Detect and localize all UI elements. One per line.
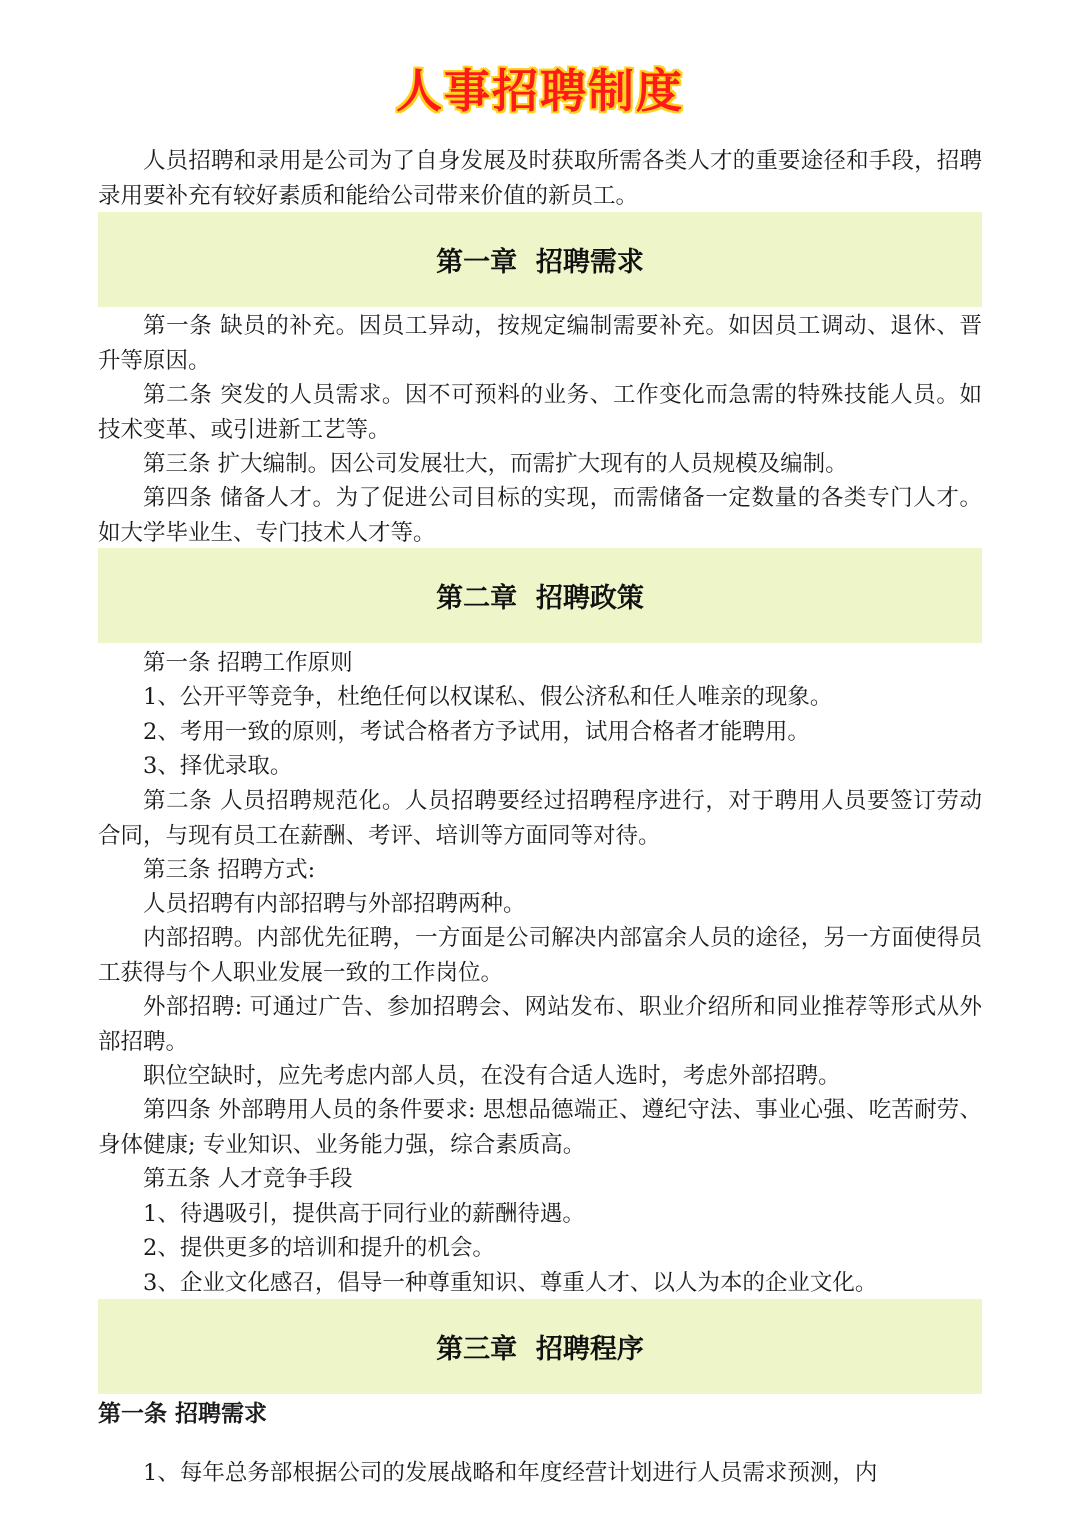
chapter-2-vacancy-rule: 职位空缺时，应先考虑内部人员，在没有合适人选时，考虑外部招聘。 [143,1063,841,1089]
chapter-2-article-3: 第三条 招聘方式: [143,857,316,883]
chapter-2-means-2: 2、提供更多的培训和提升的机会。 [143,1235,495,1261]
chapter-2-heading: 第二章 招聘政策 [98,548,982,643]
chapter-2-article-1: 第一条 招聘工作原则 [143,650,353,676]
chapter-1-article-1: 第一条 缺员的补充。因员工异动，按规定编制需要补充。如因员工调动、退休、晋升等原因。 [98,313,982,374]
chapter-2-article-4: 第四条 外部聘用人员的条件要求: 思想品德端正、遵纪守法、事业心强、吃苦耐劳、身体健康; 专业知识、业务能力强，综合素质高。 [98,1097,982,1158]
chapter-2-article-2: 第二条 人员招聘规范化。人员招聘要经过招聘程序进行，对于聘用人员要签订劳动合同，与现有员工在薪酬、考评、培训等方面同等对待。 [98,788,982,849]
chapter-2-external-recruit: 外部招聘: 可通过广告、参加招聘会、网站发布、职业介绍所和同业推荐等形式从外部招聘。 [98,994,982,1055]
chapter-3-heading: 第三章 招聘程序 [98,1299,982,1394]
chapter-2-principle-1: 1、公开平等竞争，杜绝任何以权谋私、假公济私和任人唯亲的现象。 [143,684,833,710]
chapter-1-article-3: 第三条 扩大编制。因公司发展壮大，而需扩大现有的人员规模及编制。 [143,451,848,477]
chapter-2-recruit-types: 人员招聘有内部招聘与外部招聘两种。 [143,891,526,917]
chapter-2-means-3: 3、企业文化感召，倡导一种尊重知识、尊重人才、以人为本的企业文化。 [143,1270,878,1296]
chapter-1-heading: 第一章 招聘需求 [98,212,982,307]
chapter-2-means-1: 1、待遇吸引，提供高于同行业的薪酬待遇。 [143,1201,585,1227]
chapter-2-principle-2: 2、考用一致的原则，考试合格者方予试用，试用合格者才能聘用。 [143,719,810,745]
intro-paragraph: 人员招聘和录用是公司为了自身发展及时获取所需各类人才的重要途径和手段，招聘录用要补充有较好素质和能给公司带来价值的新员工。 [98,148,982,209]
chapter-2-internal-recruit: 内部招聘。内部优先征聘，一方面是公司解决内部富余人员的途径，另一方面使得员工获得与个人职业发展一致的工作岗位。 [98,925,982,986]
document-title: 人事招聘制度 [396,64,684,118]
chapter-2-principle-3: 3、择优录取。 [143,753,293,779]
chapter-3-article-1-heading: 第一条 招聘需求 [98,1401,268,1427]
chapter-1-article-4: 第四条 储备人才。为了促进公司目标的实现，而需储备一定数量的各类专门人才。如大学毕业生、专门技术人才等。 [98,485,982,546]
chapter-3-item-1: 1、每年总务部根据公司的发展战略和年度经营计划进行人员需求预测，内 [143,1460,878,1486]
chapter-1-article-2: 第二条 突发的人员需求。因不可预料的业务、工作变化而急需的特殊技能人员。如技术变革、或引进新工艺等。 [98,382,982,443]
chapter-2-article-5: 第五条 人才竞争手段 [143,1166,353,1192]
